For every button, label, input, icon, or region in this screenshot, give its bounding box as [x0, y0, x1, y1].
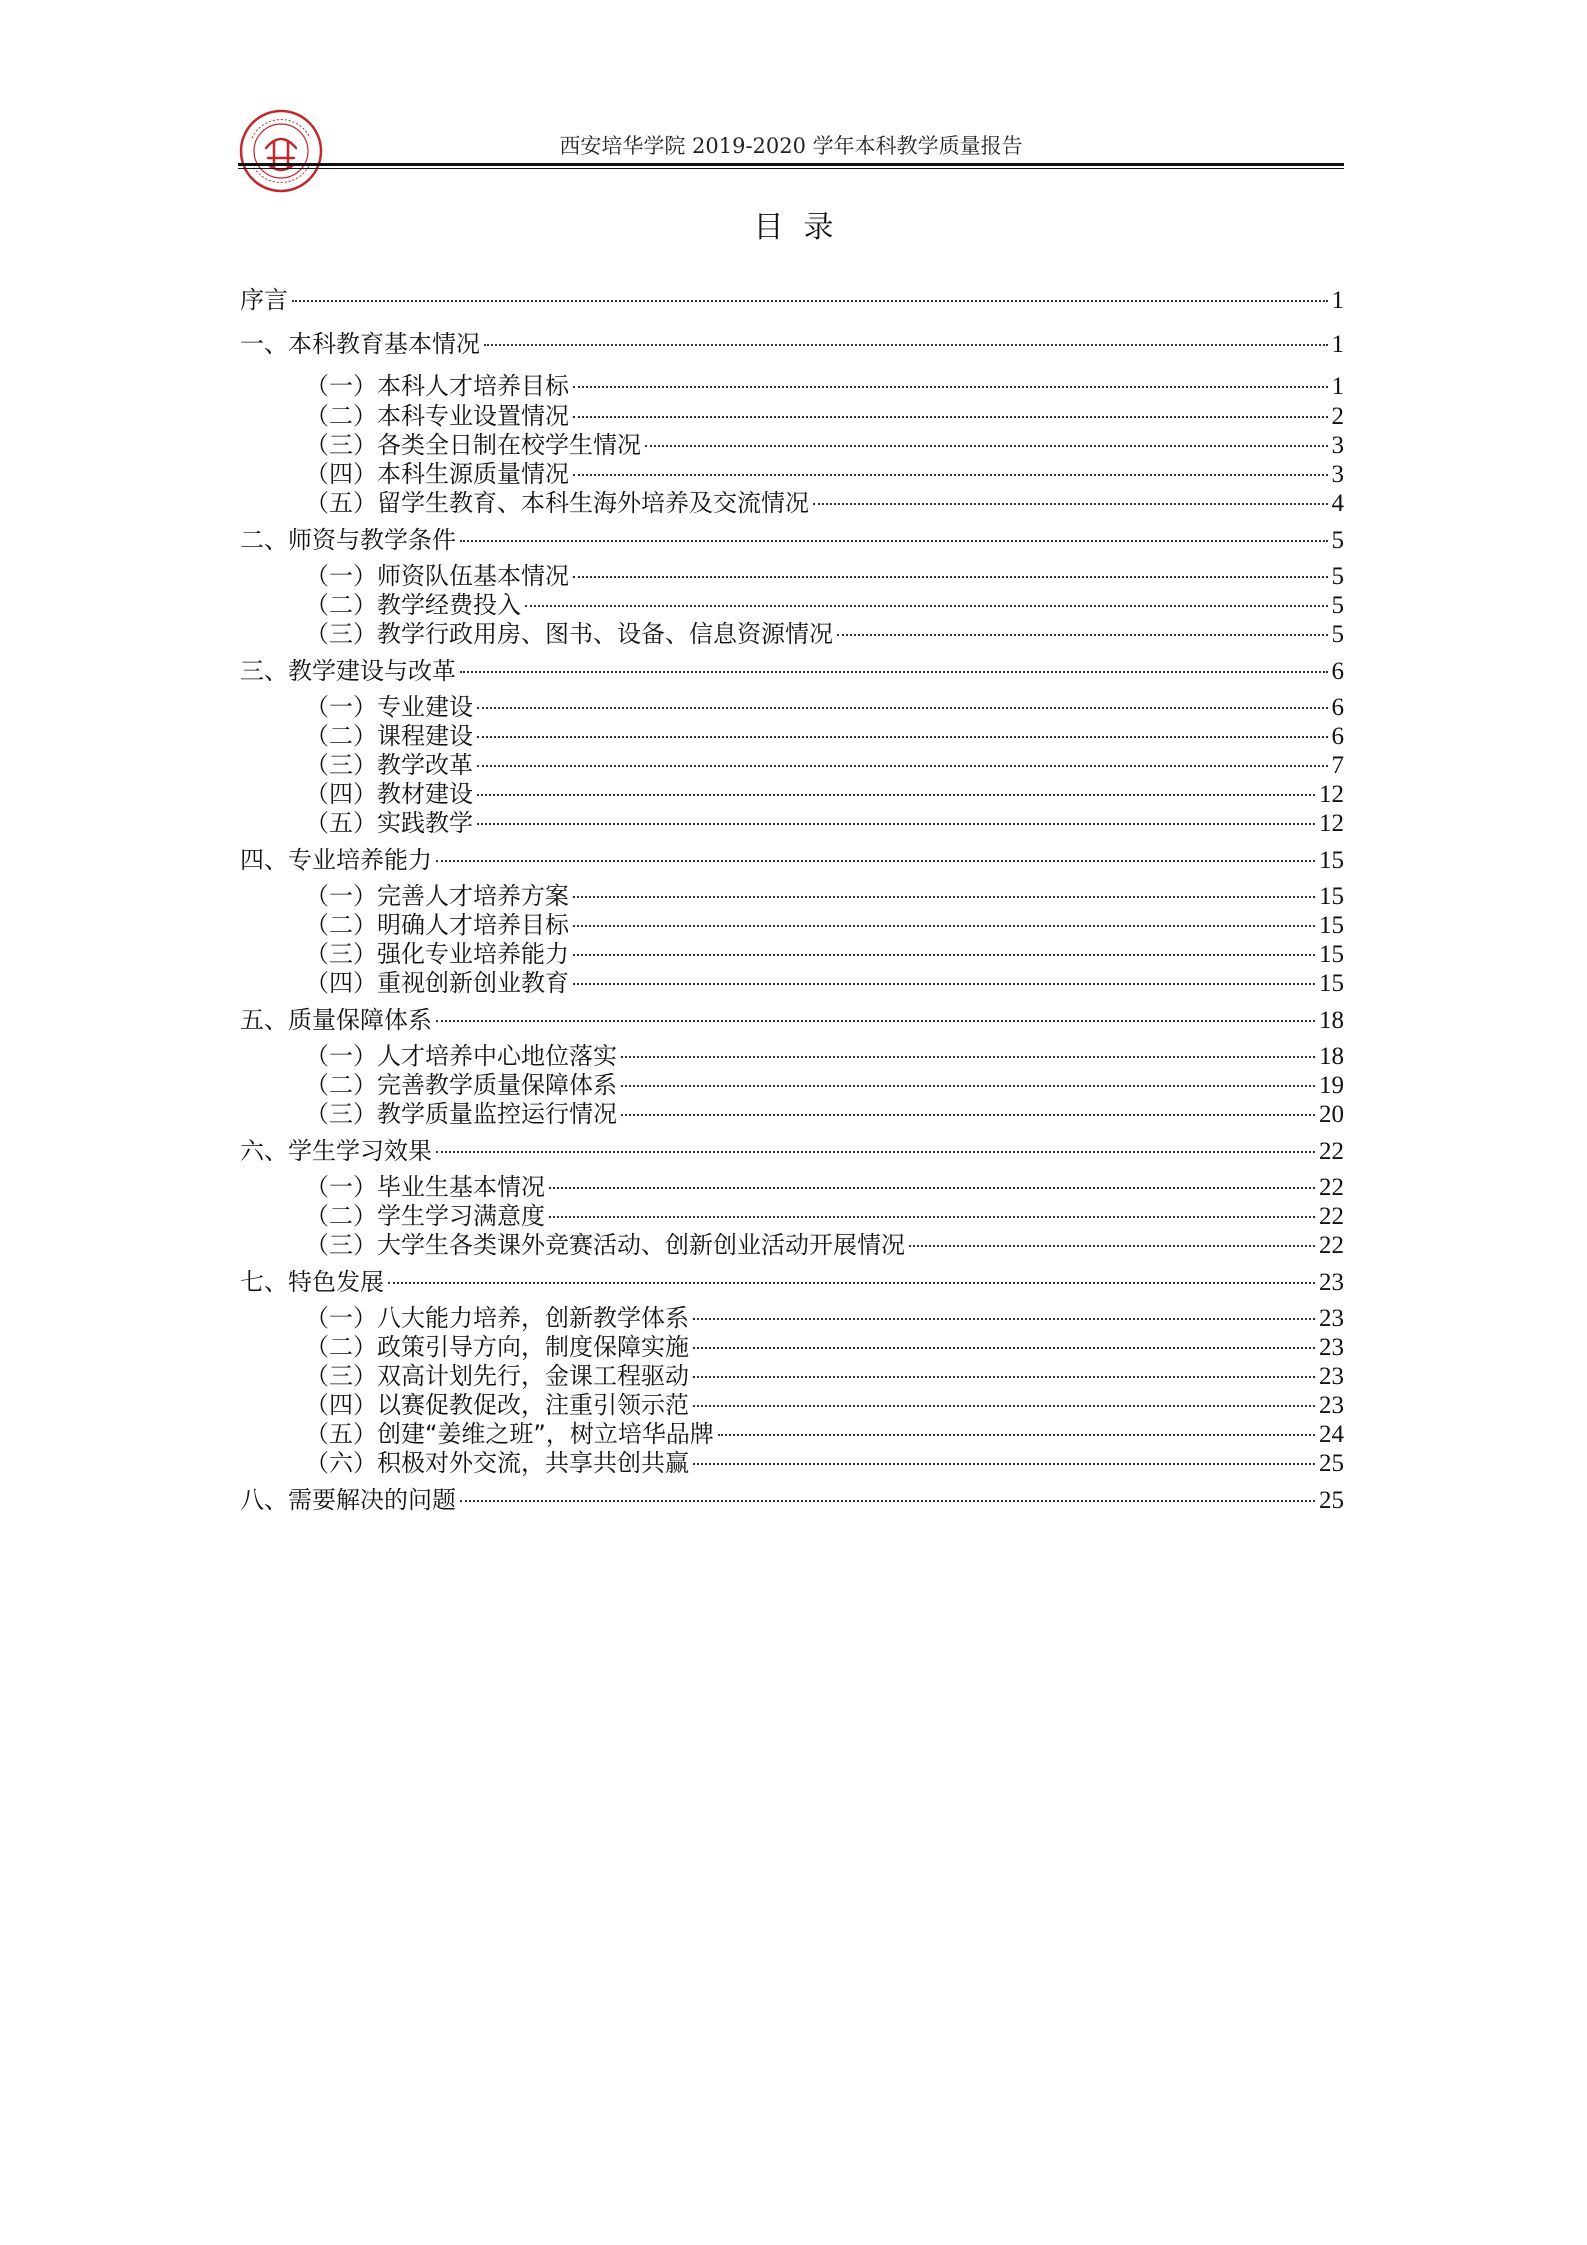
toc-dot-leader [573, 385, 1328, 388]
toc-dot-leader [549, 1215, 1315, 1218]
toc-dot-leader [693, 1375, 1315, 1378]
toc-entry-page: 6 [1331, 694, 1344, 721]
toc-entry-page: 23 [1319, 1363, 1344, 1390]
toc-dot-leader [909, 1244, 1315, 1247]
toc-entry-label: （三）双高计划先行，金课工程驱动 [305, 1362, 689, 1390]
toc-entry-label: （六）积极对外交流，共享共创共赢 [305, 1449, 689, 1477]
toc-entry-label: 六、学生学习效果 [240, 1137, 432, 1165]
toc-entry[interactable] [240, 1480, 1344, 1520]
toc-entry-page: 23 [1319, 1334, 1344, 1361]
toc-entry[interactable] [240, 280, 1344, 320]
toc-entry[interactable] [305, 803, 1344, 843]
toc-entry-page: 20 [1319, 1101, 1344, 1128]
toc-dot-leader [477, 706, 1328, 709]
toc-entry-page: 25 [1319, 1450, 1344, 1477]
toc-entry-label: （一）本科人才培养目标 [305, 372, 569, 400]
toc-dot-leader [388, 1281, 1315, 1284]
toc-entry-page: 7 [1331, 752, 1344, 779]
toc-entry-label: （二）学生学习满意度 [305, 1202, 545, 1230]
toc-entry-page: 12 [1319, 810, 1344, 837]
toc-dot-leader [477, 822, 1315, 825]
toc-entry-page: 23 [1319, 1305, 1344, 1332]
toc-entry-label: （二）教学经费投入 [305, 591, 521, 619]
toc-dot-leader [477, 735, 1328, 738]
toc-entry-label: （二）政策引导方向，制度保障实施 [305, 1333, 689, 1361]
toc-entry-page: 15 [1319, 883, 1344, 910]
toc-entry-label: 四、专业培养能力 [240, 846, 432, 874]
toc-entry-page: 23 [1319, 1269, 1344, 1296]
toc-entry-label: （四）重视创新创业教育 [305, 969, 569, 997]
toc-entry-label: 序言 [240, 286, 288, 314]
header-title: 西安培华学院 2019-2020 学年本科教学质量报告 [559, 134, 1023, 158]
toc-entry-label: （二）课程建设 [305, 722, 473, 750]
toc-entry-page: 1 [1331, 331, 1344, 358]
toc-entry-label: （五）实践教学 [305, 809, 473, 837]
toc-entry-page: 5 [1331, 592, 1344, 619]
toc-entry-label: （二）本科专业设置情况 [305, 402, 569, 430]
header-rule-thin [238, 168, 1344, 169]
toc-dot-leader [436, 1019, 1315, 1022]
toc-entry[interactable] [240, 1000, 1344, 1040]
toc-dot-leader [573, 473, 1328, 476]
toc-entry-label: （三）各类全日制在校学生情况 [305, 431, 641, 459]
toc-dot-leader [813, 502, 1328, 505]
toc-entry-page: 6 [1331, 723, 1344, 750]
toc-dot-leader [436, 1150, 1315, 1153]
toc-entry-page: 15 [1319, 941, 1344, 968]
toc-entry-page: 25 [1319, 1487, 1344, 1514]
toc-entry[interactable] [305, 1443, 1344, 1483]
toc-entry-page: 12 [1319, 781, 1344, 808]
toc-dot-leader [549, 1186, 1315, 1189]
toc-entry-label: （三）教学改革 [305, 751, 473, 779]
toc-entry-page: 19 [1319, 1072, 1344, 1099]
toc-entry[interactable] [240, 1131, 1344, 1171]
toc-entry-page: 15 [1319, 970, 1344, 997]
toc-entry[interactable] [240, 1262, 1344, 1302]
toc-entry-label: （一）毕业生基本情况 [305, 1173, 545, 1201]
toc-dot-leader [621, 1113, 1315, 1116]
toc-entry[interactable] [240, 840, 1344, 880]
toc-entry-label: 三、教学建设与改革 [240, 657, 456, 685]
toc-dot-leader [621, 1084, 1315, 1087]
toc-dot-leader [573, 953, 1315, 956]
toc-entry-page: 1 [1331, 373, 1344, 400]
toc-dot-leader [436, 859, 1315, 862]
toc-entry-page: 15 [1319, 912, 1344, 939]
toc-entry-label: （一）专业建设 [305, 693, 473, 721]
toc-dot-leader [837, 633, 1328, 636]
toc-dot-leader [477, 764, 1328, 767]
toc-entry-label: 一、本科教育基本情况 [240, 330, 480, 358]
toc-entry-label: （三）教学质量监控运行情况 [305, 1100, 617, 1128]
toc-entry[interactable] [240, 520, 1344, 560]
toc-dot-leader [460, 670, 1328, 673]
toc-entry-label: 五、质量保障体系 [240, 1006, 432, 1034]
toc-entry-page: 1 [1331, 287, 1344, 314]
toc-entry-label: 七、特色发展 [240, 1268, 384, 1296]
toc-dot-leader [693, 1462, 1315, 1465]
toc-entry-page: 23 [1319, 1392, 1344, 1419]
toc-dot-leader [484, 343, 1328, 346]
toc-entry-label: （四）以赛促教促改，注重引领示范 [305, 1391, 689, 1419]
toc-dot-leader [693, 1404, 1315, 1407]
toc-dot-leader [477, 793, 1315, 796]
toc-entry-label: （一）师资队伍基本情况 [305, 562, 569, 590]
toc-dot-leader [573, 415, 1328, 418]
toc-entry-label: （一）完善人才培养方案 [305, 882, 569, 910]
toc-dot-leader [718, 1433, 1315, 1436]
toc-dot-leader [573, 895, 1315, 898]
toc-entry-label: （三）大学生各类课外竞赛活动、创新创业活动开展情况 [305, 1231, 905, 1259]
toc-title: 目录 [753, 210, 854, 245]
toc-entry-page: 22 [1319, 1232, 1344, 1259]
toc-entry-page: 22 [1319, 1138, 1344, 1165]
toc-entry-label: 八、需要解决的问题 [240, 1486, 456, 1514]
toc-entry[interactable] [240, 324, 1344, 364]
toc-dot-leader [573, 575, 1328, 578]
toc-entry[interactable] [305, 1094, 1344, 1134]
toc-dot-leader [693, 1317, 1315, 1320]
toc-entry-label: （一）人才培养中心地位落实 [305, 1042, 617, 1070]
toc-entry-label: （五）留学生教育、本科生海外培养及交流情况 [305, 489, 809, 517]
toc-entry-page: 18 [1319, 1043, 1344, 1070]
toc-dot-leader [693, 1346, 1315, 1349]
toc-entry[interactable] [305, 1225, 1344, 1265]
toc-entry-label: （二）明确人才培养目标 [305, 911, 569, 939]
toc-entry-page: 22 [1319, 1174, 1344, 1201]
toc-dot-leader [460, 539, 1328, 542]
toc-entry-label: （一）八大能力培养，创新教学体系 [305, 1304, 689, 1332]
toc-entry-label: （三）强化专业培养能力 [305, 940, 569, 968]
toc-entry-label: （二）完善教学质量保障体系 [305, 1071, 617, 1099]
toc-dot-leader [645, 444, 1328, 447]
header-rule [238, 163, 1344, 166]
toc-dot-leader [621, 1055, 1315, 1058]
toc-entry-label: 二、师资与教学条件 [240, 526, 456, 554]
toc-entry-page: 3 [1331, 432, 1344, 459]
toc-dot-leader [573, 982, 1315, 985]
toc-entry-page: 24 [1319, 1421, 1344, 1448]
toc-entry-page: 6 [1331, 658, 1344, 685]
toc-entry-page: 5 [1331, 621, 1344, 648]
toc-dot-leader [292, 299, 1328, 302]
toc-entry-page: 2 [1331, 403, 1344, 430]
toc-entry[interactable] [305, 963, 1344, 1003]
toc-entry-page: 15 [1319, 847, 1344, 874]
toc-entry-page: 5 [1331, 563, 1344, 590]
toc-entry-label: （四）本科生源质量情况 [305, 460, 569, 488]
toc-entry-label: （三）教学行政用房、图书、设备、信息资源情况 [305, 620, 833, 648]
toc-entry-page: 5 [1331, 527, 1344, 554]
toc-entry[interactable] [305, 614, 1344, 654]
toc-entry-label: （五）创建“姜维之班”，树立培华品牌 [305, 1420, 714, 1448]
toc-entry-page: 3 [1331, 461, 1344, 488]
toc-entry[interactable] [305, 483, 1344, 523]
toc-dot-leader [525, 604, 1328, 607]
toc-dot-leader [573, 924, 1315, 927]
page-header [238, 108, 1344, 168]
toc-entry-page: 22 [1319, 1203, 1344, 1230]
toc-dot-leader [460, 1499, 1315, 1502]
toc-entry-page: 4 [1331, 490, 1344, 517]
toc-entry-label: （四）教材建设 [305, 780, 473, 808]
toc-entry-page: 18 [1319, 1007, 1344, 1034]
toc-entry[interactable] [240, 651, 1344, 691]
